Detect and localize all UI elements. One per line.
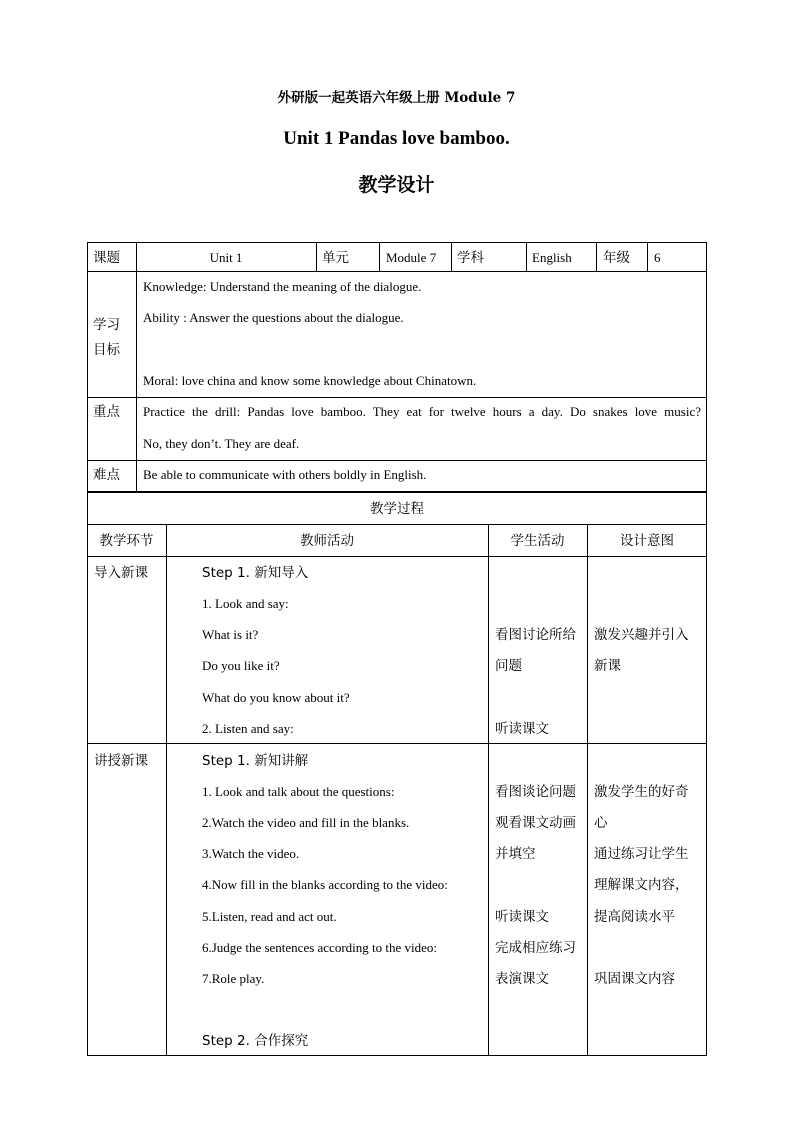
teacher-activity: 3.Watch the video. [202,846,300,861]
key-points-line1: Practice the drill: Pandas love bamboo. They eat for twelve hours a day. Do snakes love music? [143,404,701,419]
goals-label-line2: 目标 [93,342,120,358]
teacher-activity: 4.Now fill in the blanks according to the video: [202,877,448,892]
student-activity: 并填空 [495,846,536,862]
unit-value: Module 7 [386,250,437,265]
design-intent: 激发兴趣并引入 [594,627,689,643]
subject-label: 学科 [457,250,484,266]
course-value: Unit 1 [209,250,243,265]
design-intent: 理解课文内容， [594,877,689,893]
design-intent: 巩固课文内容 [594,971,675,987]
header-stage: 教学环节 [99,533,154,549]
unit-label: 单元 [322,250,349,266]
header-student: 学生活动 [510,533,565,549]
header-intent: 设计意图 [620,533,674,549]
design-intent: 提高阅读水平 [594,909,675,925]
student-activity: 完成相应练习 [495,940,576,956]
design-intent: 心 [594,815,608,831]
teacher-activity: 2. Listen and say: [202,721,294,736]
teacher-activity: What is it? [202,627,259,642]
course-label: 课题 [93,250,120,266]
design-intent: 新课 [594,658,621,674]
grade-value: 6 [654,250,661,265]
process-title: 教学过程 [370,501,424,517]
teacher-activity: 2.Watch the video and fill in the blanks. [202,815,410,830]
student-activity: 表演课文 [495,971,549,987]
student-activity: 看图谈论问题 [495,784,576,800]
student-activity: 观看课文动画 [495,815,576,831]
student-activity: 听读课文 [495,909,549,925]
stage-intro: 导入新课 [94,565,148,581]
goals-label-line1: 学习 [93,317,120,333]
key-points-label: 重点 [93,404,120,420]
goal-ability: Ability : Answer the questions about the dialogue. [143,310,404,325]
design-intent: 通过练习让学生 [594,846,689,862]
difficulty-text: Be able to communicate with others boldly in English. [143,467,427,482]
teacher-activity: Step 1. 新知讲解 [202,753,309,769]
teacher-activity: 7.Role play. [202,971,265,986]
difficulty-label: 难点 [93,467,120,483]
header-teacher: 教师活动 [300,533,354,549]
document-subtitle: 教学设计 [358,174,435,196]
teacher-activity: 1. Look and talk about the questions: [202,784,395,799]
student-activity: 问题 [495,658,522,674]
student-activity: 看图讨论所给 [495,627,576,643]
teacher-activity: 1. Look and say: [202,596,289,611]
unit-title: Unit 1 Pandas love bamboo. [283,128,510,149]
teacher-activity: 5.Listen, read and act out. [202,909,337,924]
design-intent: 激发学生的好奇 [594,784,689,800]
key-points-line2: No, they don’t. They are deaf. [143,436,300,451]
teacher-activity: Step 1. 新知导入 [202,565,309,581]
grade-label: 年级 [603,250,630,266]
stage-new-lesson: 讲授新课 [94,753,148,769]
goal-knowledge: Knowledge: Understand the meaning of the dialogue. [143,279,422,294]
teacher-activity: Do you like it? [202,658,280,673]
teacher-activity: 6.Judge the sentences according to the video: [202,940,438,955]
teacher-activity: Step 2. 合作探究 [202,1033,309,1049]
subject-value: English [532,250,572,265]
goal-moral: Moral: love china and know some knowledge about Chinatown. [143,373,477,388]
document-title: 外研版一起英语六年级上册 Module 7 [277,90,516,106]
student-activity: 听读课文 [495,721,549,737]
teacher-activity: What do you know about it? [202,690,350,705]
